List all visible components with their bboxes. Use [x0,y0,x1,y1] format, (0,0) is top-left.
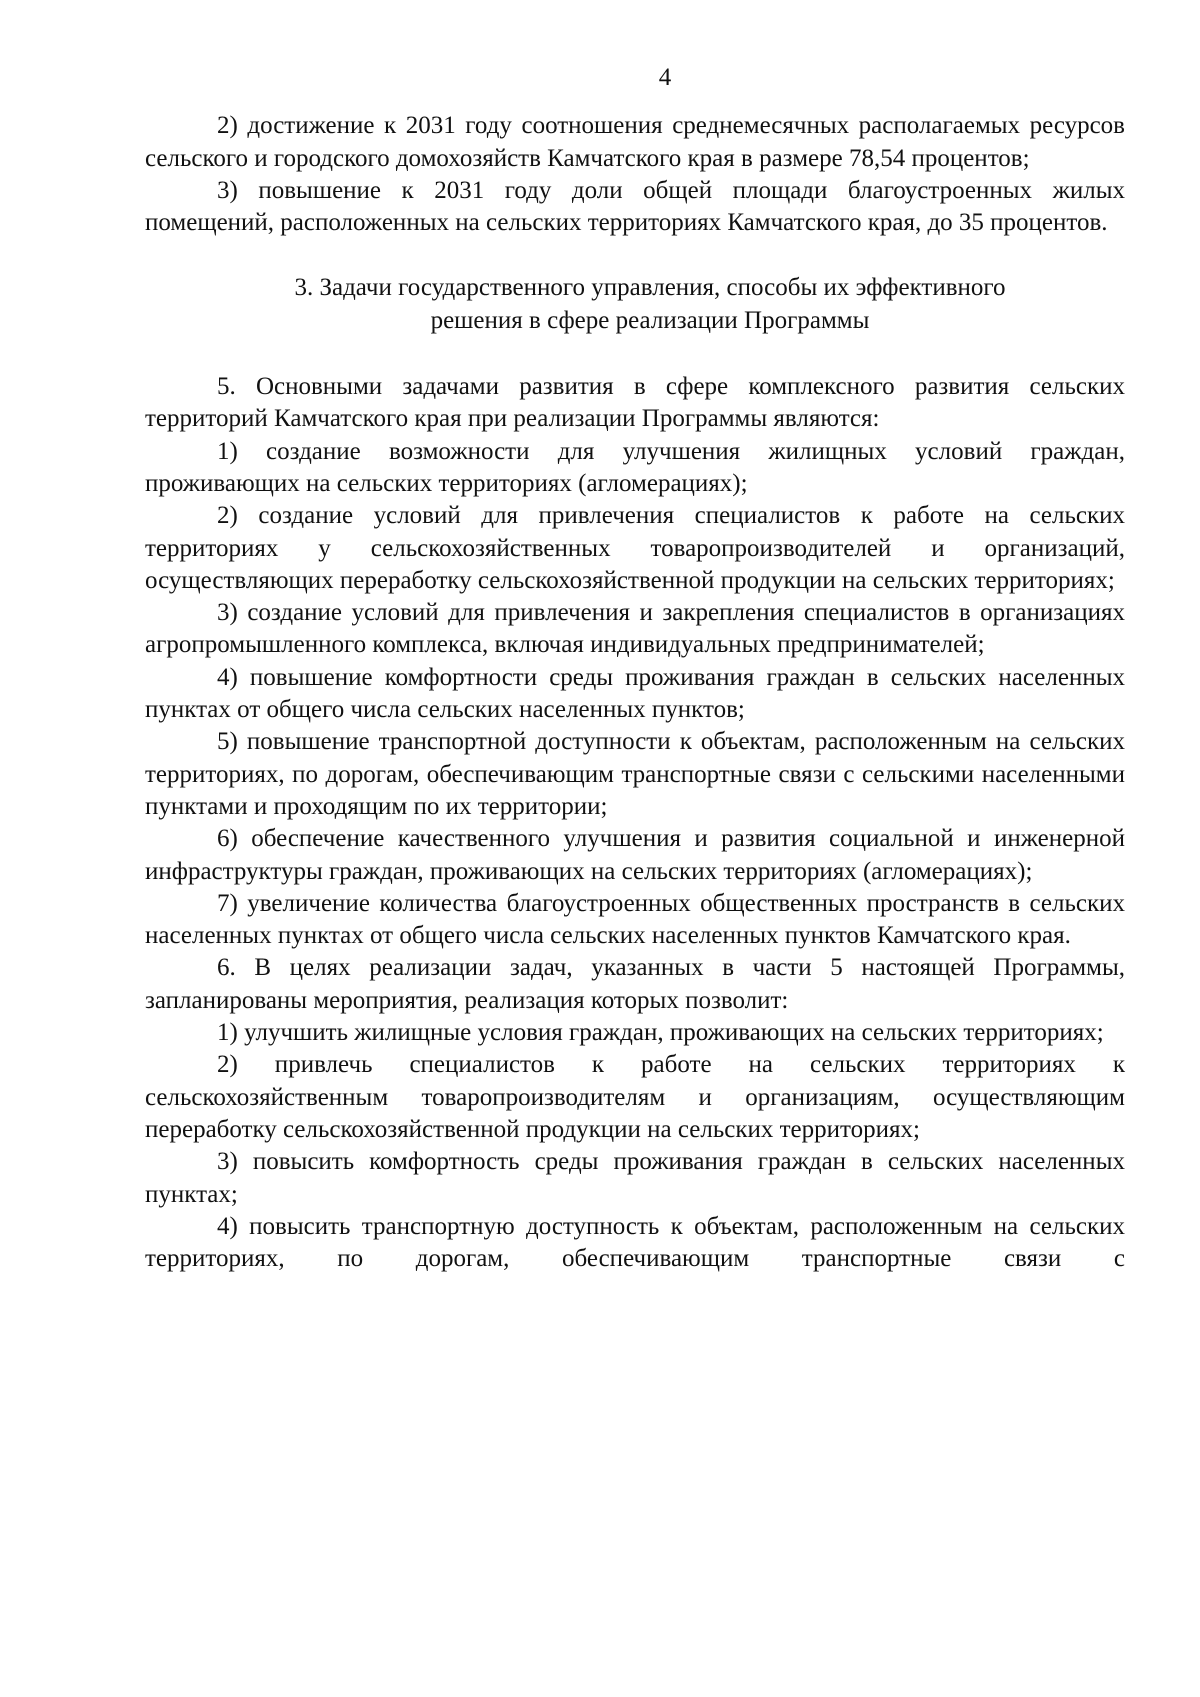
section-heading-line-1: 3. Задачи государственного управления, способы их эффективного [294,274,1006,302]
page-number: 4 [658,64,672,91]
paragraph-task-4: 4) повышение комфортности среды проживания граждан в сельских населенных пунктах от общего числа сельских населенных пунктов; [145,663,1125,724]
section-heading [145,272,1125,337]
paragraph-goal-3: 3) повышение к 2031 году доли общей площади благоустроенных жилых помещений, расположенных на сельских территориях Камчатского края, до 35 процентов. [145,176,1125,237]
paragraph-task-5: 5) повышение транспортной доступности к объектам, расположенным на сельских территориях, по дорогам, обеспечивающим транспортные связи с сельскими населенными пунктами и проходящим по их территории; [145,728,1125,820]
paragraph-measure-1: 1) улучшить жилищные условия граждан, проживающих на сельских территориях; [217,1019,1104,1047]
paragraph-measure-4: 4) повысить транспортную доступность к объектам, расположенным на сельских территориях, по дорогам, обеспечивающим транспортные связи с [145,1212,1125,1273]
paragraph-measure-2: 2) привлечь специалистов к работе на сельских территориях к сельскохозяйственным товаропроизводителям и организациям, осуществляющим переработку сельскохозяйственной продукции на сельских территориях; [145,1051,1125,1143]
paragraph-measure-3: 3) повысить комфортность среды проживания граждан в сельских населенных пунктах; [145,1148,1125,1208]
paragraph-task-1: 1) создание возможности для улучшения жилищных условий граждан, проживающих на сельских территориях (агломерациях); [145,437,1125,497]
paragraph-goal-2: 2) достижение к 2031 году соотношения среднемесячных располагаемых ресурсов сельского и городского домохозяйств Камчатского края в размере 78,54 процентов; [145,112,1125,172]
paragraph-task-2: 2) создание условий для привлечения специалистов к работе на сельских территориях у сельскохозяйственных товаропроизводителей и организаций, осуществляющих переработку сельскохозяйственной продукции на сельских территориях; [145,502,1125,594]
paragraph-task-7: 7) увеличение количества благоустроенных общественных пространств в сельских населенных пунктах от общего числа сельских населенных пунктов Камчатского края. [145,889,1125,950]
section-heading-line-2: решения в сфере реализации Программы [430,306,870,334]
paragraph-task-6: 6) обеспечение качественного улучшения и развития социальной и инженерной инфраструктуры граждан, проживающих на сельских территориях (агломерациях); [145,825,1125,885]
paragraph-item-5: 5. Основными задачами развития в сфере комплексного развития сельских территорий Камчатского края при реализации Программы являются: [145,373,1125,433]
paragraph-task-3: 3) создание условий для привлечения и закрепления специалистов в организациях агропромышленного комплекса, включая индивидуальных предпринимателей; [145,599,1125,659]
paragraph-item-6: 6. В целях реализации задач, указанных в части 5 настоящей Программы, запланированы мероприятия, реализация которых позволит: [145,954,1125,1014]
